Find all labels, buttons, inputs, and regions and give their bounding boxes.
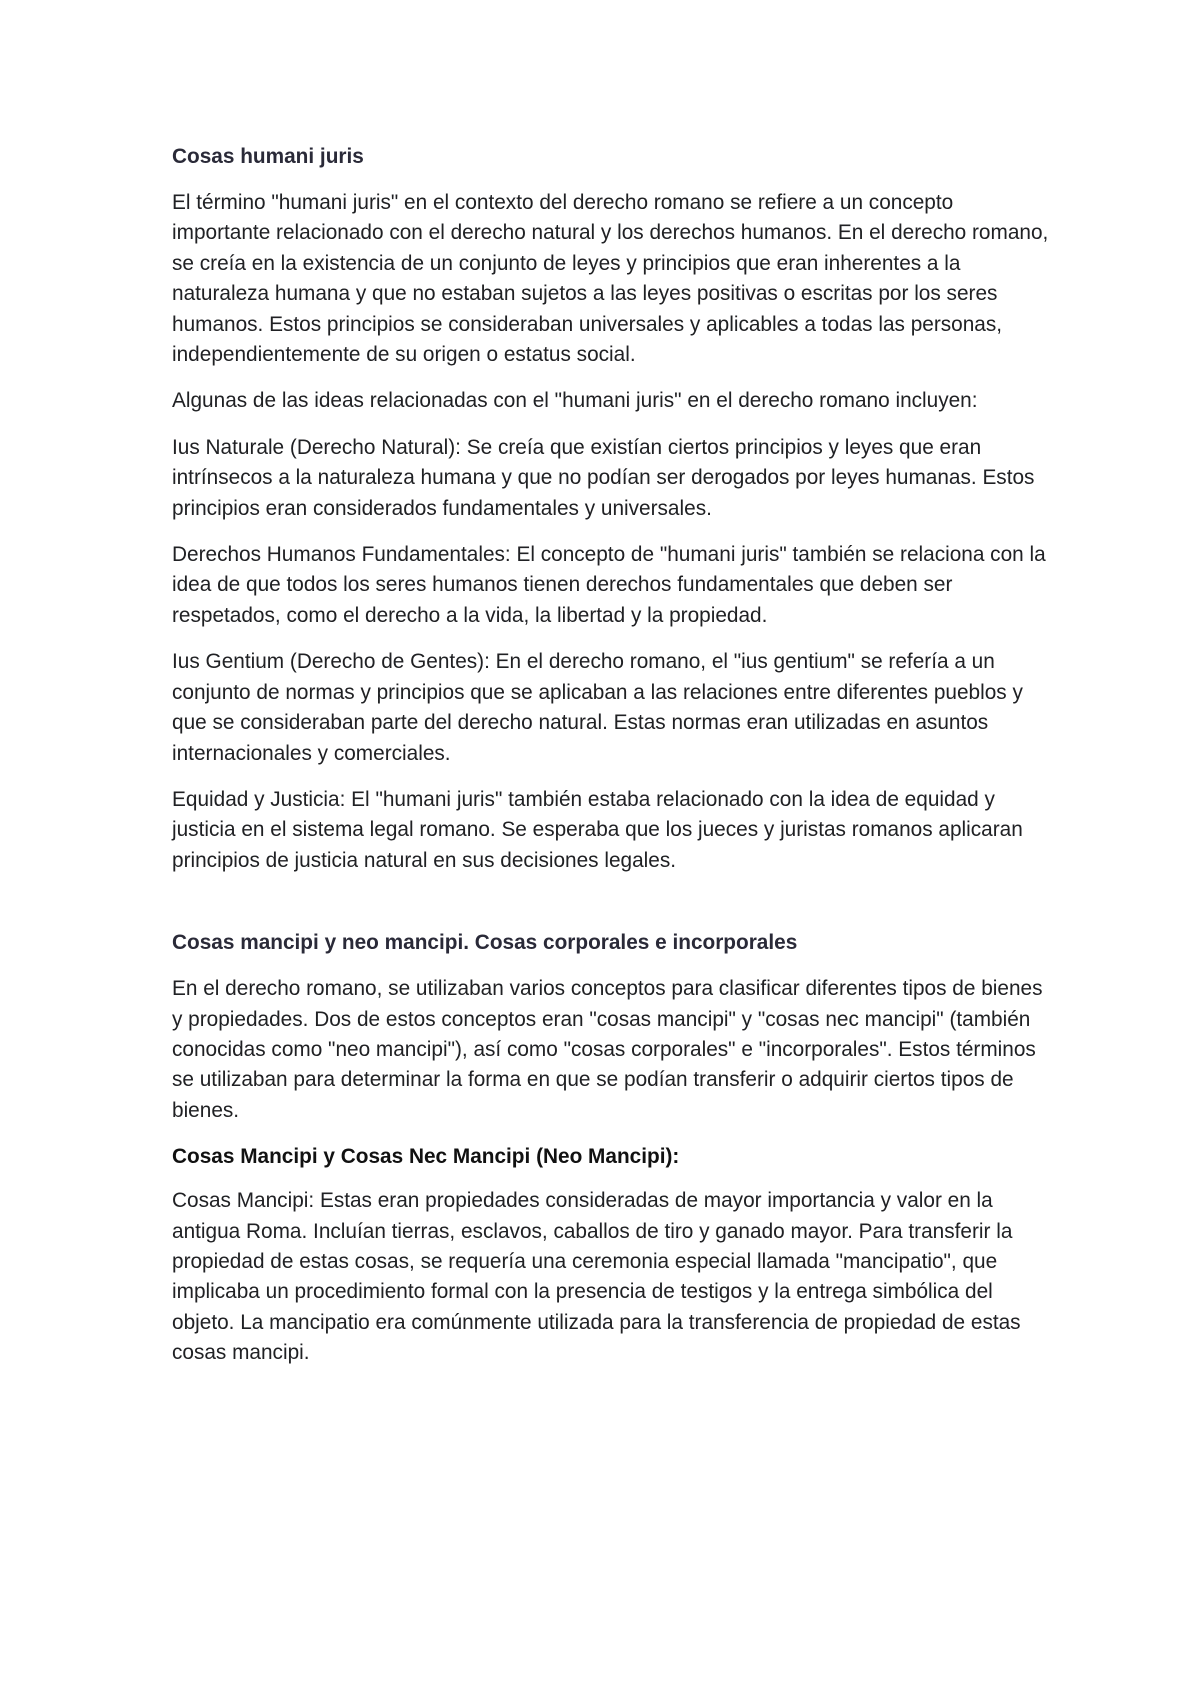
section-humani-juris <box>172 142 1052 876</box>
paragraph-cosas-mancipi: Cosas Mancipi: Estas eran propiedades consideradas de mayor importancia y valor en la antigua Roma. Incluían tierras, esclavos, caballos de tiro y ganado mayor. Para transferir la propiedad de estas cosas, se requería una ceremonia especial llamada "mancipatio", que implicaba un procedimiento formal con la presencia de testigos y la entrega simbólica del objeto. La mancipatio era comúnmente utilizada para la transferencia de propiedad de estas cosas mancipi. <box>172 1189 1021 1365</box>
paragraph-intro: En el derecho romano, se utilizaban varios conceptos para clasificar diferentes tipos de bienes y propiedades. Dos de estos conceptos eran "cosas mancipi" y "cosas nec mancipi" (también conocidas como "neo mancipi"), así como "cosas corporales" e "incorporales". Estos términos se utilizaban para determinar la forma en que se podían transferir o adquirir ciertos tipos de bienes. <box>172 977 1043 1122</box>
subheading: Cosas Mancipi y Cosas Nec Mancipi (Neo Mancipi): <box>172 1145 680 1169</box>
paragraph-ius-gentium: Ius Gentium (Derecho de Gentes): En el derecho romano, el "ius gentium" se refería a un conjunto de normas y principios que se aplicaban a las relaciones entre diferentes pueblos y que se consideraban parte del derecho natural. Estas normas eran utilizadas en asuntos internacionales y comerciales. <box>172 650 1023 765</box>
paragraph-equidad-justicia: Equidad y Justicia: El "humani juris" también estaba relacionado con la idea de equidad y justicia en el sistema legal romano. Se esperaba que los jueces y juristas romanos aplicaran principios de justicia natural en sus decisiones legales. <box>172 787 1023 872</box>
paragraph-ius-naturale: Ius Naturale (Derecho Natural): Se creía que existían ciertos principios y leyes que eran intrínsecos a la naturaleza humana y que no podían ser derogados por leyes humanas. Estos principios eran considerados fundamentales y universales. <box>172 435 1035 520</box>
paragraph-ideas-lead: Algunas de las ideas relacionadas con el "humani juris" en el derecho romano incluyen: <box>172 389 978 413</box>
paragraph-derechos-humanos: Derechos Humanos Fundamentales: El concepto de "humani juris" también se relaciona con la idea de que todos los seres humanos tienen derechos fundamentales que deben ser respetados, como el derecho a la vida, la libertad y la propiedad. <box>172 543 1046 627</box>
section-heading: Cosas humani juris <box>172 145 364 168</box>
section-cosas-mancipi <box>172 928 1052 1368</box>
document-page <box>172 138 1052 1385</box>
paragraph-intro: El término "humani juris" en el contexto del derecho romano se refiere a un concepto importante relacionado con el derecho natural y los derechos humanos. En el derecho romano, se creía en la existencia de un conjunto de leyes y principios que eran inherentes a la naturaleza humana y que no estaban sujetos a las leyes positivas o escritas por los seres humanos. Estos principios se consideraban universales y aplicables a todas las personas, independientemente de su origen o estatus social. <box>172 191 1049 367</box>
section-heading: Cosas mancipi y neo mancipi. Cosas corporales e incorporales <box>172 931 798 955</box>
